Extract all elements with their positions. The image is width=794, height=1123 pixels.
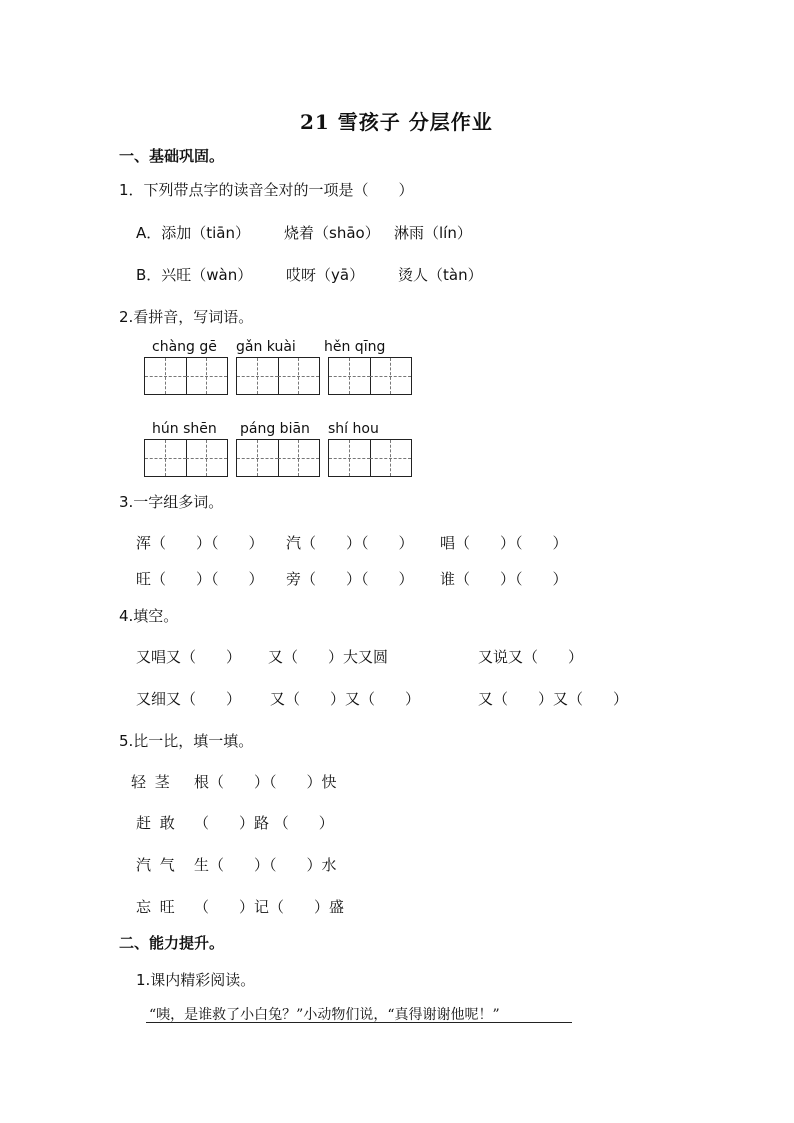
fill-blank-item: 又（ ）又（ ） <box>478 690 629 708</box>
compare-pair: 汽 气 <box>136 856 175 874</box>
writing-grid[interactable] <box>328 357 412 395</box>
word-group-item: 汽（ ）（ ） <box>286 534 414 552</box>
compare-pair: 赶 敢 <box>136 814 175 832</box>
pinyin-label: hěn qīng <box>324 339 386 355</box>
fill-blank-item: 又说又（ ） <box>478 648 584 666</box>
pinyin-label: hún shēn <box>152 421 217 437</box>
writing-grid[interactable] <box>144 357 228 395</box>
fill-blank-item: 又（ ）又（ ） <box>270 690 421 708</box>
compare-fill: （ ）路 （ ） <box>194 814 334 832</box>
word-group-item: 唱（ ）（ ） <box>440 534 568 552</box>
word-group-item: 旺（ ）（ ） <box>136 570 264 588</box>
option-a-item-2: 烧着（shāo） <box>284 224 380 242</box>
pinyin-label: gǎn kuài <box>236 339 296 355</box>
passage-underline <box>146 1022 572 1023</box>
question-1-text: 1．下列带点字的读音全对的一项是（ ） <box>119 181 414 199</box>
page-title: 21 雪孩子 分层作业 <box>300 110 493 134</box>
writing-grid[interactable] <box>236 357 320 395</box>
reading-heading: 1.课内精彩阅读。 <box>136 971 256 989</box>
option-b-item-3: 烫人（tàn） <box>398 266 483 284</box>
writing-grid[interactable] <box>144 439 228 477</box>
fill-blank-item: 又（ ）大又圆 <box>268 648 389 666</box>
pinyin-label: páng biān <box>240 421 310 437</box>
word-group-item: 浑（ ）（ ） <box>136 534 264 552</box>
word-group-item: 旁（ ）（ ） <box>286 570 414 588</box>
question-4-heading: 4.填空。 <box>119 607 179 625</box>
option-a-item-1: A．添加（tiān） <box>136 224 251 242</box>
compare-pair: 忘 旺 <box>136 898 175 916</box>
question-2-heading: 2.看拼音，写词语。 <box>119 308 254 326</box>
pinyin-label: chàng gē <box>152 339 217 355</box>
compare-pair: 轻 茎 <box>131 773 170 791</box>
question-3-heading: 3.一字组多词。 <box>119 493 224 511</box>
compare-fill: 生（ ）（ ）水 <box>194 856 337 874</box>
question-5-heading: 5.比一比，填一填。 <box>119 732 254 750</box>
reading-passage: “咦，是谁救了小白兔？”小动物们说，“真得谢谢他呢！” <box>149 1007 500 1023</box>
section-heading-ability: 二、能力提升。 <box>119 934 225 952</box>
option-a-item-3: 淋雨（lín） <box>394 224 472 242</box>
compare-fill: 根（ ）（ ）快 <box>194 773 337 791</box>
fill-blank-item: 又细又（ ） <box>136 690 242 708</box>
compare-fill: （ ）记（ ）盛 <box>194 898 345 916</box>
writing-grid[interactable] <box>328 439 412 477</box>
pinyin-label: shí hou <box>328 421 379 437</box>
fill-blank-item: 又唱又（ ） <box>136 648 242 666</box>
option-b-item-1: B．兴旺（wàn） <box>136 266 253 284</box>
section-heading-basics: 一、基础巩固。 <box>119 147 225 165</box>
writing-grid[interactable] <box>236 439 320 477</box>
word-group-item: 谁（ ）（ ） <box>440 570 568 588</box>
option-b-item-2: 哎呀（yā） <box>286 266 365 284</box>
